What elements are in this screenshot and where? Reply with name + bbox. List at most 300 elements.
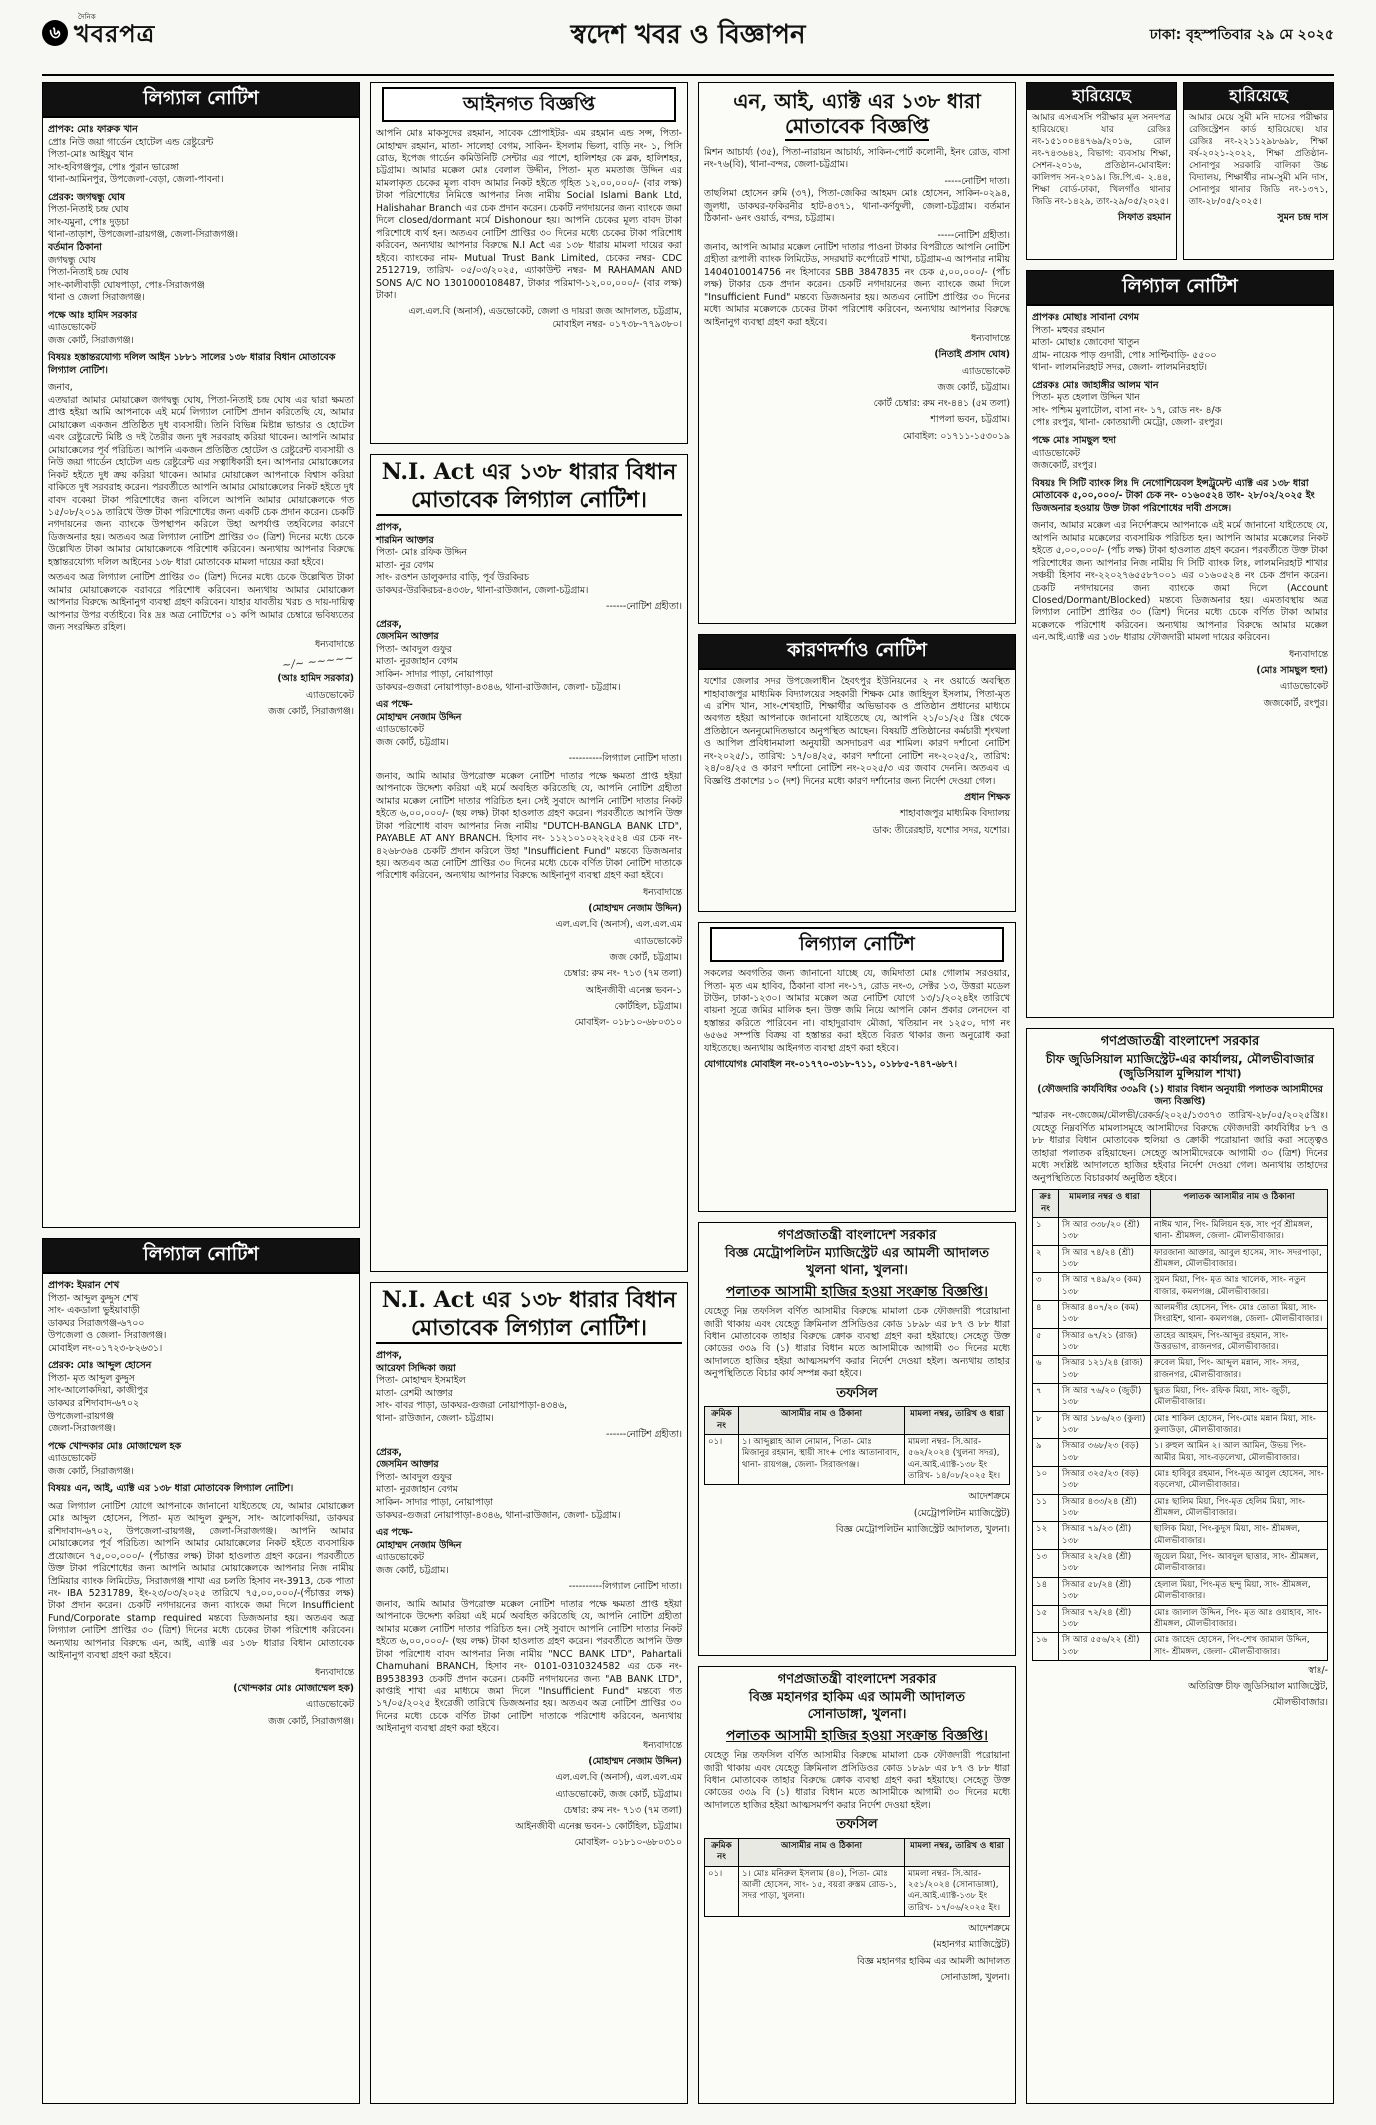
table-cell: ১ [1033, 1217, 1059, 1245]
case-table [704, 1406, 1010, 1485]
address-line: জজ কোর্ট, চট্টগ্রাম। [376, 1564, 449, 1576]
sender-tag: ----------লিগ্যাল নোটিশ দাতা। [568, 1581, 682, 1593]
address-line: জজ কোর্ট, সিরাজগঞ্জ। [48, 1465, 134, 1477]
address-line: জেলা-সিরাজগঞ্জ। [48, 1423, 116, 1435]
table-cell: ১৫ [1033, 1605, 1059, 1633]
signer-line: মৌলভীবাজার। [1272, 1697, 1328, 1709]
court-sub: (জুডিসিয়াল মুন্সিয়াল শাখা) [1118, 1066, 1242, 1080]
table-cell: সি আর ৭৪৯/২০ (কম) ১৩৮ [1059, 1273, 1151, 1301]
table-row [1033, 1577, 1328, 1605]
address-line: মাতা- মোছাঃ জোবেদা খাতুন [1032, 337, 1140, 349]
court-name: চীফ জুডিসিয়াল ম্যাজিস্ট্রেট-এর কার্যালয়, মৌলভীবাজার [1045, 1051, 1315, 1066]
salutation: জনাব, [48, 382, 73, 394]
table-cell: সিআর ৪৩৩/২৪ (শ্রী) ১৩৮ [1059, 1494, 1151, 1522]
address-line: গ্রাম- নায়েক পাড় গুদারী, পোঃ সাপ্টিবাড়ি- ৫৫০০ [1032, 349, 1217, 361]
signer-line: (মহানগর ম্যাজিস্ট্রেট) [932, 1939, 1010, 1951]
table-row [1033, 1439, 1328, 1467]
sender-label: প্রেরক: [48, 191, 75, 203]
address-line: প্রোঃ নিউ জয়া গার্ডেন হোটেল এন্ড রেষ্টুরেন্ট [48, 136, 214, 148]
table-row [1033, 1273, 1328, 1301]
behalf-name: পক্ষে আঃ হামিদ সরকার [48, 309, 137, 321]
table-cell: মোঃ হাবিবুর রহমান, পিং-মৃত আবুল হোসেন, সাং- বড়লেখা, মৌলভীবাজার। [1151, 1467, 1328, 1495]
behalf-label: এর পক্ষে- [376, 1527, 413, 1539]
address-line: বর্তমান ঠিকানা [48, 242, 102, 253]
headline: পলাতক আসামী হাজির হওয়া সংক্রান্ত বিজ্ঞপ্তি। [725, 1283, 989, 1300]
table-cell: সিআর ১২১/২৪ (রাজ) ১৩৮ [1059, 1356, 1151, 1384]
table-cell: সিআর ৭৯/২৩ (শ্রী) ১৩৮ [1059, 1522, 1151, 1550]
table-row [1033, 1300, 1328, 1328]
notice-body: যশোর জেলার সদর উপজেলাধীন হৈবৎপুর ইউনিয়নের ২ নং ওয়ার্ডে অবস্থিত শাহাবাজপুর মাধ্যমিক বিদ্যালয়ের সহকারী শিক্ষক মোঃ জাহিদুল ইসলাম, পিতা-মৃত এ রশিদ খান, সাং-শেখহাটি, শিক্ষার্থীর অভিভাবক ও প্রতিষ্ঠান প্রধানের মাধ্যমে অবগত হইয়া আপনাকে জানানো যাইতেছে যে, আপনি ২১/০১/২৫ খ্রিঃ থেকে প্রতিষ্ঠানে অননুমোদিতভাবে অনুপস্থিত আছেন। বিষয়টি প্রতিষ্ঠানের কর্মচারী শৃংখলা ও আপিল প্রবিধানমালা অনুযায়ী অসদাচরণ এর শামিল। কারণ দর্শানো নোটিশ নং-২০২৫/১, তারিখ: ১৭/০৪/২৫, কারণ দর্শানো নোটিশ নং-২০২৫/২, তারিখ: ২৪/০৪/২৫ ও কারণ দর্শানো নোটিশ নং-২০২৫/৩ এর জবাব দেননি। অতএব এ বিজ্ঞপ্তি প্রকাশের ১০ (দশ) দিনের মধ্যে কারণ দর্শানোর জন্য নির্দেশ দেওয়া গেল। [704, 676, 1010, 787]
table-cell: সিআর ২২/২৪ (শ্রী) ১৩৮ [1059, 1550, 1151, 1578]
recipient-block [48, 1280, 354, 1355]
signer-line: কোর্ট চেম্বার: রুম নং-৪৪১ (৫ম তলা) [873, 398, 1010, 410]
columns [42, 82, 1334, 2105]
lost-name: সিফাত রহমান [1117, 211, 1171, 223]
table-row [1033, 1550, 1328, 1578]
lost-notices [1026, 82, 1334, 260]
table-cell: ১। আব্দুল্লাহ আল নোমান, পিতা- মোঃ মিজানুর রহমান, স্থায়ী সাং+ পোঃ আতানাবাদ, থানা- রায়গঞ্জ, জেলা- সিরাজগঞ্জ। [739, 1435, 905, 1485]
signer-line: জজ কোর্ট, সিরাজগঞ্জ। [268, 1715, 354, 1727]
address-line: ডাকঘর-গুজরা নোয়াপাড়া-৪৩৪৬, থানা-রাউজান, জেলা- চট্টগ্রাম। [376, 1509, 621, 1521]
signer-line: জজকোর্ট, রংপুর। [1263, 697, 1328, 709]
table-cell: আলমগীর হোসেন, পিং- মোঃ তোতা মিয়া, সাং- সিংরাইশ, থানা- কমলগঞ্জ, জেলা- মৌলভীবাজার। [1151, 1300, 1328, 1328]
notice-body: এতদ্বারা আমার মোয়াক্কেল জগদ্বন্ধু ঘোষ, পিতা-নিতাই চন্দ্র ঘোষ এর দ্বারা ক্ষমতা প্রাপ্ত হইয়া আমি আপনাকে এই মর্মে লিগ্যাল নোটিশ প্রদান করিতেছি যে, আমার মোয়াক্কেল একজন প্রতিষ্ঠিত দুধ ব্যবসায়ী। তিনি বিভিন্ন মিষ্টান্ন ভান্ডার ও হোটেল এবং রেষ্টুরেন্টে মিষ্টি ও দই তৈরীর জন্য দুধ সরবরাহ করিয়া থাকেন। আপনি আমার মোয়াক্কেলের পূর্ব পরিচিত। আপনি একজন প্রতিষ্ঠিত হোটেল ও রেষ্টুরেন্ট ব্যবসায়ী ও নিউ জয়া গার্ডেন হোটেল এন্ড রেষ্টুরেন্ট এর সত্বাধিকারী হন। আপনার মোয়াক্কেলের নিকট হইতে দুধ ক্রয় করিয়া থাকেন। আমার মোয়াক্কেল আপনাকে বিশ্বাস করিয়া বাকিতে দুধ সরবরাহ করেন। পরবর্তীতে আপনি আমার মোয়াক্কেলের নিকট হইতে দুধ বাবদ বকেয়া টাকা পরিশোধের জন্য বলিলে আপনি আমার মোয়াক্কেলকে গত ১৫/০৮/২০১৯ তারিখে উক্ত টাকা পরিশোধের জন্য একটি চেক প্রদান করেন। চেকটি নগদায়নের জন্য ব্যাংকে উপস্থাপন করিলে উহা অপর্যাপ্ত তহবিলের কারণে ডিজঅনার হয়। অতএব অত্র লিগ্যাল নোটিশ প্রাপ্তির ৩০ (ত্রিশ) দিনের মধ্যে চেকে উল্লেখিত টাকা আমার মোয়াক্কেলকে পরিশোধ করিবেন। অন্যথায় আপনার বিরুদ্ধে হস্তান্তরযোগ্য দলিল আইনের ১৩৮ ধারা মোতাবেক মামলা দায়ের করা হইবে। [48, 394, 354, 568]
signer-line: মোবাইল: ০১৭১১-১৫৩০১৯ [902, 430, 1010, 442]
closing: ধন্যবাদান্তে [970, 332, 1010, 344]
address-line: পোঃ রংপুর, থানা- কোতয়ালী মেট্রো, জেলা- রংপুর। [1032, 417, 1223, 429]
recipient-text: মিশন আচার্য্য (৩৫), পিতা-নারায়ন আচার্য্য, সাকিন-পোর্ট কলোনী, ইনং রোড, বাসা নং-৭৬(বি), থানা-বন্দর, জেলা-চট্টগ্রাম। [704, 147, 1010, 171]
recipient-tag: ------নোটিশ গ্রহীতা। [606, 1429, 682, 1441]
notice-body: জনাব, আমি আমার উপরোক্ত মক্কেল নোটিশ দাতার পক্ষে ক্ষমতা প্রাপ্ত হইয়া আপনাকে উদ্দেশ্য করিয়া এই মর্মে অবহিত করিতেছি যে, আপনি নোটিশ গ্রহীতা আমার মক্কেল নোটিশ দাতার পরিচিত হন। সেই সুবাদে আপনি নোটিশ দাতার নিকট হইতে ৬,০০,০০০/- (ছয় লক্ষ) টাকা হাওলাত গ্রহণ করেন। পরবর্তীতে আপনি উক্ত টাকা পরিশোধ বাবদ আপনার নিজ নামীয় "DUTCH-BANGLA BANK LTD", PAYABLE AT ANY BRANCH. হিসাব নং- ১১২১০১০২২২৫২৪ এর চেক নং- ৪২৬৮৩৬৪ চেকটি প্রদান করিলে উহা "Insufficient Fund" মন্তব্যে ডিজঅনার হয়। অতএব অত্র নোটিশ প্রাপ্তির ৩০ দিনের মধ্যে চেকে বর্ণিত টাকা নোটিশ দাতাকে পরিশোধ করিবেন, অন্যথায় আপনার বিরুদ্ধে আইনানুগ ব্যবস্থা গ্রহণ করা হইবে। [376, 770, 682, 882]
table-cell: মোঃ জালাল উদ্দিন, পিং- মৃত আঃ ওয়াহাব, সাং- শ্রীমঙ্গল, মৌলভীবাজার। [1151, 1605, 1328, 1633]
behalf-block [376, 1527, 682, 1594]
table-cell: ১০ [1033, 1467, 1059, 1495]
address-line: থানা- রাউজান, জেলা- চট্টগ্রাম। [376, 1412, 494, 1424]
lost-notice-2 [1183, 82, 1334, 260]
column-4 [1026, 82, 1334, 2105]
lost-body: আমার মেয়ে সুমী মনি দাসের পরীক্ষার রেজিস্ট্রেশন কার্ড হারিয়েছে। যার রেজিঃ নং-২২১১২৯৮৬৯৮, শিক্ষা বর্ষ-২০২১-২০২২, শিক্ষা প্রতিষ্ঠান-সোনাপুর সরকারি বালিকা উচ্চ বিদ্যালয়, শিক্ষার্থীর নাম-সুমী মনি দাস, সোনাপুর থানার জিডি নং-১৩৭১, তাং-২৮/০৫/২০২৫। [1189, 113, 1328, 207]
ni-act-announcement [698, 82, 1016, 624]
sender-block [48, 192, 354, 305]
table-cell: ৪ [1033, 1300, 1059, 1328]
sender-name: জগদ্বন্ধু ঘোষ [77, 191, 125, 203]
signer-line: ডাক: তীরেরহাট, যশোর সদর, যশোর। [872, 824, 1010, 836]
address-line: মাতা- রেশমী আক্তার [376, 1387, 453, 1399]
sender-name: মোঃ জাহাঙ্গীর আলম খান [1062, 379, 1159, 391]
table-cell: ৫ [1033, 1328, 1059, 1356]
lost-body: আমার এসএসসি পরীক্ষার মূল সনদপত্র হারিয়েছে। যার রেজিঃ নং-১৫১০০৪৪৭৬৯/২০১৬, রোল নং-৭৪৩৬৪২, বিভাগ: ব্যবসায় শিক্ষা, সেশন-২০১৬, প্রতিষ্ঠান-মোবাইল: কালিপদ সন-২০১৯। জি.পি.এ- ২.৪৪, শিক্ষা বোর্ড-ঢাকা, খিলগাঁও থানার জিডি নং-১৪২৯, তাং-২৯/০৫/২০২৫। [1032, 113, 1171, 207]
address-line: থানা-আমিনপুর, উপজেলা-বেড়া, জেলা-পাবনা। [48, 174, 224, 186]
notice-body: সকলের অবগতির জন্য জানানো যাচ্ছে যে, জমিদাতা মোঃ গোলাম সরওয়ার, পিতা- মৃত এম হাবিব, ঠিকানা বাসা নং-১৭, রোড নং-৩, সেক্টর ১৩, উত্তরা মডেল টাউন, ঢাকা-১২৩০। আমার মক্কেল অত্র নোটিশ যোগে ১৩/১/২০২৪ইং তারিখে বায়না সূত্রে জমির মালিক হন। উক্ত জমি নিয়ে আপনি কোন প্রকার লেনদেন বা হস্তান্তর করিতে পারিবেন না। বাহাদুরাবাদ মৌজা, খতিয়ান নং ১২৫০, দাগ নং ৬৫৬৫ সম্পত্তি বিক্রয় বা হস্তান্তর করা হইতে বিরত থাকার জন্য অনুরোধ করা যাইতেছে। অন্যথায় আইনগত ব্যবস্থা গ্রহণ করা হইবে। [704, 968, 1010, 1054]
behalf-label: এর পক্ষে- [376, 699, 413, 711]
signer-line: এ্যাডভোকেট [962, 365, 1010, 377]
signer-line: জজ কোর্ট, চট্টগ্রাম। [937, 381, 1010, 393]
behalf-block [1032, 435, 1328, 473]
section-title: স্বদেশ খবর ও বিজ্ঞাপন [570, 20, 806, 50]
address-line: জেসমিন আক্তার [376, 631, 439, 643]
court-place: খুলনা থানা, খুলনা। [806, 1263, 908, 1279]
court-notice-moulvibazar [1026, 1028, 1334, 2104]
closing: ধন্যবাদান্তে [314, 638, 354, 650]
address-line: সাং- পশ্চিম মুলাটোল, বাসা নং- ১৭, রোড নং- ৪/ক [1032, 404, 1222, 416]
address-line: সাং- রওশন ডালুকদার বাড়ি, পূর্ব উরকিরচ [376, 572, 529, 584]
address-line: সাকিন- সাদার পাড়া, নোয়াপাড়া [376, 669, 494, 681]
address-line: উপজেলা ও জেলা- সিরাজগঞ্জ। [48, 1330, 167, 1342]
col-header: ক্রমিক নং [705, 1407, 739, 1435]
signer-line: এ্যাডভোকেট, জজ কোর্ট, চট্টগ্রাম। [555, 1788, 682, 1800]
recipient-name: মোঃ ফারুক খান [77, 124, 138, 136]
signer-line: চেম্বার: রুম নং- ৭১৩ (৭ম তলা) [563, 1804, 682, 1816]
legal-notice-1 [42, 82, 360, 1228]
table-cell: ছালিক মিয়া, পিং-কুদুস মিয়া, সাং- শ্রীমঙ্গল, মৌলভীবাজার। [1151, 1522, 1328, 1550]
signer-line: মোবাইল- ০১৮১০-৬৮০৩১০ [574, 1017, 682, 1029]
address-line: সাং-হবিগঞ্জপুর, পোঃ পুরান ভারেঙ্গা [48, 161, 179, 173]
case-table [704, 1838, 1010, 1917]
address-line: মাতা- নুরজাহান বেগম [376, 656, 458, 668]
table-cell: ১২ [1033, 1522, 1059, 1550]
table-row [1033, 1633, 1328, 1661]
table-cell: ৮ [1033, 1411, 1059, 1439]
address-line: মাতা- নুর বেগম [376, 559, 434, 571]
address-line: এ্যাডভোকেট [376, 724, 424, 736]
table-cell: নাঈম খান, পিং- মিলিয়ন হক, সাং পূর্ব শ্রীমঙ্গল, থানা- শ্রীমঙ্গল, জেলা- মৌলভীবাজার। [1151, 1217, 1328, 1245]
address-line: ডাকঘর-উরকিরচর-৪৩৩৮, থানা-রাউজান, জেলা-চট্টগ্রাম। [376, 584, 589, 596]
table-cell: মোঃ জাহেদ হোসেন, পিং-শেখ জামাল উদ্দিন, সাং- শ্রীমঙ্গল, জেলা- মৌলভীবাজার। [1151, 1633, 1328, 1661]
recipient-label: প্রাপক: [48, 124, 75, 136]
legal-notice-2 [42, 1238, 360, 2104]
sender-name: মোঃ আব্দুল হোসেন [77, 1360, 152, 1372]
signer-line: চেম্বার: রুম নং- ৭১৩ (৭ম তলা) [563, 968, 682, 980]
table-cell: মামলা নম্বর- সি.আর- ২৫১/২০২৪ (সোনাডাঙ্গা), এন.আই.এ্যাক্ট-১৩৮ ইং তারিখ- ১৭/০৬/২০২৫ ইং। [905, 1866, 1010, 1916]
notice-title: লিগ্যাল নোটিশ [1027, 271, 1333, 306]
case-table [1032, 1189, 1328, 1661]
signer-line: এ্যাডভোকেট [306, 689, 354, 701]
col-header: ক্রঃ নং [1033, 1190, 1059, 1218]
table-row [1033, 1217, 1328, 1245]
gov-title: গণপ্রজাতন্ত্রী বাংলাদেশ সরকার [777, 1228, 937, 1243]
address-line: মোবাইল নং-০১৭২৩-৮২৬৩১। [48, 1342, 163, 1354]
behalf-name: পক্ষে খোন্দকার মোঃ মোজাম্মেল হক [48, 1440, 182, 1452]
table-cell: ১১ [1033, 1494, 1059, 1522]
sender-block [376, 619, 682, 694]
signer-line: বিজ্ঞ মেট্রোপলিটন ম্যাজিস্ট্রেট আদালত, খুলনা। [835, 1523, 1010, 1535]
table-cell: সি আর ৩৩৮/২০ (শ্রী) ১৩৮ [1059, 1217, 1151, 1245]
lost-notice-1 [1026, 82, 1177, 260]
sender-block [376, 1447, 682, 1522]
table-cell: সুমন মিয়া, পিং- মৃত আঃ খালেক, সাং- নতুন বাজার, কমলগঞ্জ, মৌলভীবাজার। [1151, 1273, 1328, 1301]
notice-title: N.I. Act এর ১৩৮ ধারার বিধান মোতাবেক লিগ্যাল নোটিশ। [376, 1287, 682, 1344]
table-header-row [705, 1838, 1010, 1866]
signer-line: এল.এল.বি (অনার্স), এডভোকেট, জেলা ও দায়রা জজ আদালত, চট্টগ্রাম, মোবাইল নম্বর- ০১৭৩৮-৭৭৯৩৮০। [408, 306, 682, 330]
table-row [1033, 1605, 1328, 1633]
table-cell: ৯ [1033, 1439, 1059, 1467]
sender-label: প্রেরক, [376, 618, 402, 630]
notice-title: কারণদর্শাও নোটিশ [699, 635, 1015, 670]
signer-line: প্রধান শিক্ষক [964, 792, 1010, 804]
table-row [1033, 1467, 1328, 1495]
signer-line: শাপলা ভবন, চট্টগ্রাম। [930, 414, 1010, 426]
address-line: জজ কোর্ট, চট্টগ্রাম। [376, 736, 449, 748]
masthead [42, 14, 1334, 76]
address-line: পিতা-মোঃ আইয়ুব খান [48, 149, 134, 161]
col-header: আসামীর নাম ও ঠিকানা [739, 1407, 905, 1435]
address-line: থানা- লালমনিরহাট সদর, জেলা- লালমনিরহাট। [1032, 362, 1207, 374]
notice-body: জনাব, আমি আমার উপরোক্ত মক্কেল নোটিশ দাতার পক্ষে ক্ষমতা প্রাপ্ত হইয়া আপনাকে উদ্দেশ্য করিয়া এই মর্মে অবহিত করিতেছি যে, আপনি নোটিশ গ্রহীতা আমার মক্কেল নোটিশ দাতার পরিচিত হন। সেই সুবাদে আপনি নোটিশ দাতার নিকট হইতে ৬,০০,০০০/- (ছয় লক্ষ) টাকা হাওলাত গ্রহণ করেন। পরবর্তীতে আপনি উক্ত টাকা পরিশোধ বাবদ আপনার নিজ নামীয় "NCC BANK LTD", Pahartali Chamuhani BRANCH, হিসাব নং- 0101-0310324582 এর চেক নং- B9538393 চেকটি প্রদান করেন। চেকটি নগদায়নের জন্য "AB BANK LTD", কাপ্তাই শাখা এর মাধ্যমে জমা দিলে "Insufficient Fund" মন্তব্যে গত ১৭/০৫/২০২৫ ইংরেজী তারিখে ডিজঅনার হয়। অতএব অত্র নোটিশ প্রাপ্তির ৩০ দিনের মধ্যে চেকে বর্ণিত টাকা নোটিশ দাতাকে পরিশোধ করিবেন, অন্যথায় আইনানুগ ব্যবস্থা গ্রহণ করা হইবে। [376, 1598, 682, 1735]
col-header: মামলার নম্বর ও ধারা [1059, 1190, 1151, 1218]
table-cell: সি আর ৭৬/২০ (জুড়ী) ১৩৮ [1059, 1384, 1151, 1412]
headline: (ফৌজদারি কার্যবিধির ৩৩৯বি (১) ধারার বিধান অনুযায়ী পলাতক আসামীদের জন্য বিজ্ঞপ্তি) [1037, 1083, 1323, 1108]
signer-name: (মোহাম্মদ নেজাম উদ্দিন) [588, 903, 682, 915]
recipient-label: প্রাপকঃ [1032, 312, 1060, 324]
closing: ধন্যবাদান্তে [314, 1666, 354, 1678]
address-line: সাং- বাবর পাড়া, ডাকঘর-গুজরা নোয়াপাড়া-৪৩৪৬, [376, 1400, 568, 1412]
legal-announcement [370, 82, 688, 444]
notice-title: লিগ্যাল নোটিশ [710, 927, 1004, 962]
lost-name: সুমন চন্দ্র দাস [1277, 211, 1328, 223]
ni-act-notice-1 [370, 454, 688, 1272]
behalf-name: পক্ষে মোঃ সামছুল হুদা [1032, 435, 1116, 446]
signer-line: এল.এল.বি (অনার্স), এল.এল.এম [555, 1772, 682, 1784]
sender-label: প্রেরকঃ [1032, 379, 1060, 391]
address-line: পিতা- মৃত আব্দুল কুদ্দুস [48, 1372, 135, 1384]
table-cell: ০১। [705, 1866, 739, 1916]
table-cell: সিআর ৪০৭/২০ (কম) ১৩৮ [1059, 1300, 1151, 1328]
table-cell: জুয়েল মিয়া, পিং- আবদুল ছাত্তার, সাং- শ্রীমঙ্গল, মৌলভীবাজার। [1151, 1550, 1328, 1578]
notice-title: এন, আই, এ্যাক্ট এর ১৩৮ ধারা মোতাবেক বিজ্ঞপ্তি [704, 89, 1010, 141]
second-party-tag: -----নোটিশ গ্রহীতা। [937, 229, 1010, 241]
signer-name: (খোন্দকার মোঃ মোজাম্মেল হক) [233, 1682, 354, 1694]
signer-line: জজ কোর্ট, চট্টগ্রাম। [609, 951, 682, 963]
table-row [705, 1866, 1010, 1916]
recipient-block [48, 124, 354, 187]
table-header-row [1033, 1190, 1328, 1218]
notice-body: যেহেতু নিম্ন তফসিল বর্ণিত আসামীর বিরুদ্ধে মামালা চেক ফৌজদারী পরোয়ানা জারী থাকায় এবং যেহেতু ক্রিমিনাল প্রসিডিওর কোড ১৮৯৮ এর ৮৭ ও ৮৮ ধারা বিধান মোতাবেক তাহার বিরুদ্ধে ক্রোক ব্যবস্থা গ্রহণ করা হইয়াছে। সেহেতু উক্ত কোডের ৩৩৯ বি (১) ধারার বিধান মতে আসামীকে আগামী ৩০ দিনের মধ্যে আদালতে হাজির হইয়া আত্মসমর্পণ করার নির্দেশ দেওয়া হইল। [704, 1750, 1010, 1811]
notice-subject: বিষয়ঃ এন, আই, এ্যাক্ট এর ১৩৮ ধারা মোতাবেক লিগ্যাল নোটিশ। [48, 1483, 294, 1495]
table-cell: মোঃ ছালিম মিয়া, পিং-মৃত হেলিম মিয়া, সাং- শ্রীমঙ্গল, মৌলভীবাজার। [1151, 1494, 1328, 1522]
table-title: তফসিল [836, 1817, 878, 1833]
table-cell: তাহের আহমদ, পিং-আব্দুর রহমান, সাং- উত্তরভাগ, রাজনগর, মৌলভীবাজার। [1151, 1328, 1328, 1356]
table-row [1033, 1356, 1328, 1384]
table-row [705, 1435, 1010, 1485]
signer-name: (মোহাম্মদ নেজাম উদ্দিন) [588, 1756, 682, 1768]
table-cell: হেলাল মিয়া, পিং-মৃত ছন্দু মিয়া, সাং- শ্রীমঙ্গল, মৌলভীবাজার। [1151, 1577, 1328, 1605]
address-line: থানা-তাড়াশ, উপজেলা-রায়গঞ্জ, জেলা-সিরাজগঞ্জ। [48, 229, 238, 241]
signer-line: (মেট্রোপলিটন ম্যাজিস্ট্রেট) [913, 1507, 1010, 1519]
col-header: ক্রমিক নং [705, 1838, 739, 1866]
address-line: মোহাম্মদ নেজাম উদ্দিন [376, 1539, 462, 1551]
address-line: উপজেলা-রায়গঞ্জ [48, 1410, 114, 1422]
signer-line: সোনাডাঙ্গা, খুলনা। [940, 1971, 1010, 1983]
notice-body: জনাব, আমার মক্কেল এর নির্দেশক্রমে আপনাকে এই মর্মে জানানো যাইতেছে যে, আপনি আমার মক্কেলের ব্যবসায়িক পরিচিত হন। আপনি আমার মক্কেলের নিকট হইতে ৫,০০,০০০/- (পাঁচ লক্ষ) টাকা হাওলাত গ্রহণ করেন। পরবর্তীতে উক্ত টাকা পরিশোধের জন্য আপনার নিজ নামীয় দি সিটি ব্যাংক লিঃ, লালমনিরহাট শাখার সঞ্চয়ী হিসাব নং-২২০২৭৬৫৫৮৭০০১ এর ০১৬০৫২৪ নং চেক প্রদান করেন। চেকটি নগদায়নের জন্য ব্যাংকে জমা দিলে (Account Closed/Dormant/Blocked) মন্তব্যে ডিজঅনার হয়। এমতাবস্থায় অত্র লিগ্যাল নোটিশ প্রাপ্তির ৩০ (ত্রিশ) দিনের মধ্যে চেকে বর্ণিত টাকা আমার মক্কেলকে পরিশোধ করিবেন। অন্যথায় আপনার বিরুদ্ধে আমার মক্কেল এন.আই.এ্যাক্ট এর ১৩৮ ধারায় ফৌজদারী মামলা দায়ের করিবেন। [1032, 520, 1328, 644]
col-header: পলাতক আসামীর নাম ও ঠিকানা [1151, 1190, 1328, 1218]
address-line: ডাকঘর রশিদাবাদ-৬৭০২ [48, 1398, 139, 1409]
notice-body: যেহেতু নিম্ন তফসিল বর্ণিত আসামীর বিরুদ্ধে মামালা চেক ফৌজদারী পরোয়ানা জারী থাকায় এবং যেহেতু ক্রিমিনাল প্রসিডিওর কোড ১৮৯৮ এর ৮৭ ও ৮৮ ধারা বিধান মোতাবেক তাহার বিরুদ্ধে ক্রোক ব্যবস্থা গ্রহণ করা হইয়াছে। সেহেতু উক্ত কোডের ৩৩৯ বি (১) ধারার বিধান মতে আসামীকে আগামী ৩০ দিনের মধ্যে আদালতে হাজির হইয়া আত্মসমর্পণ করার নির্দেশ দেওয়া হইল। অন্যথায় তাহার অনুপস্থিতিতে বিচার কার্য সম্পন্ন করা হইবে। [704, 1306, 1010, 1380]
address-line: পিতা- আবদুল গুফুর [376, 643, 452, 655]
table-cell: ১। রুহুল আমিন ২। আল আমিন, উভয় পিং-আমীর মিয়া, সাং-বড়লেখা, মৌলভীবাজার। [1151, 1439, 1328, 1467]
page-number: ৬ [42, 20, 68, 46]
gov-title: গণপ্রজাতন্ত্রী বাংলাদেশ সরকার [777, 1672, 937, 1687]
signer-name: (মোঃ সামছুল হুদা) [1256, 665, 1328, 677]
table-cell: সি আর ১৮৬/২৩ (কুলা) ১৩৮ [1059, 1411, 1151, 1439]
signer-line: আদেশক্রমে [968, 1491, 1010, 1503]
headline: পলাতক আসামী হাজির হওয়া সংক্রান্ত বিজ্ঞপ্তি। [725, 1727, 989, 1744]
legal-notice-rangpur [1026, 270, 1334, 1018]
address-line: সাং-কালীবাড়ী ঘোষপাড়া, পোঃ-সিরাজগঞ্জ [48, 279, 205, 291]
table-cell: মামলা নম্বর- সি.আর- ৫৬২/২০২৪ (খুলনা সদর), এন.আই.এ্যাক্ট-১৩৮ ইং তারিখ- ১৪/০৮/২০২৫ ইং। [905, 1435, 1010, 1485]
table-cell: সিআর ৩২৫/২৩ (বড়) ১৩৮ [1059, 1467, 1151, 1495]
table-cell: ছুরত মিয়া, পিং- রফিক মিয়া, সাং- জুড়ী, মৌলভীবাজার। [1151, 1384, 1328, 1412]
court-place: সোনাডাঙ্গা, খুলনা। [807, 1707, 907, 1723]
table-cell: ২ [1033, 1245, 1059, 1273]
table-cell: সিআর ৭২/২৪ (শ্রী) ১৩৮ [1059, 1605, 1151, 1633]
address-line: মাতা- নুরজাহান বেগম [376, 1484, 458, 1496]
court-name: বিজ্ঞ মেট্রোপলিটন ম্যাজিস্ট্রেট এর আমলী আদালত [724, 1245, 990, 1261]
signer-line: অতিরিক্ত চীফ জুডিসিয়াল ম্যাজিস্ট্রেট, [1188, 1681, 1328, 1693]
table-cell: ৩ [1033, 1273, 1059, 1301]
address-line: জেসমিন আক্তার [376, 1459, 439, 1471]
table-row [1033, 1522, 1328, 1550]
signature-mark: ~/~ ~~~~~ [281, 651, 355, 672]
table-cell: সিআর ৬৭/২১ (রাজ) ১৩৮ [1059, 1328, 1151, 1356]
address-line: এ্যাডভোকেট [48, 1453, 96, 1465]
recipient-tag: -----নোটিশ দাতা। [944, 175, 1010, 187]
table-header-row [705, 1407, 1010, 1435]
address-line: পিতা- মোঃ রফিক উদ্দিন [376, 547, 467, 559]
table-title: তফসিল [836, 1385, 878, 1401]
table-cell: ০১। [705, 1435, 739, 1485]
notice-title: আইনগত বিজ্ঞপ্তি [382, 87, 676, 122]
address-line: পিতা- মহুবর রহমান [1032, 324, 1105, 336]
address-line: শারমিন আক্তার [376, 534, 434, 546]
legal-notice-3 [698, 922, 1016, 1212]
signer-line: জজ কোর্ট, সিরাজগঞ্জ। [268, 705, 354, 717]
signer-line: এ্যাডভোকেট [634, 935, 682, 947]
address-line: সাং-আলোকদিয়া, কাজীপুর [48, 1385, 149, 1397]
ni-act-notice-2 [370, 1282, 688, 2104]
address-line: এ্যাডভোকেট [1032, 447, 1080, 459]
address-line: পিতা- আবদুল গুফুর [376, 1471, 452, 1483]
address-line: পিতা- মোহাম্মদ ইসমাইল [376, 1375, 466, 1387]
court-notice-sonadanga [698, 1666, 1016, 2104]
address-line: মোহাম্মদ নেজাম উদ্দিন [376, 711, 462, 723]
address-line: পিতা- আব্দুল কুদ্দুস শেখ [48, 1292, 139, 1304]
table-cell: ১৩ [1033, 1550, 1059, 1578]
col-header: মামলা নম্বর, তারিখ ও ধারা [905, 1407, 1010, 1435]
sender-block [48, 1360, 354, 1435]
signer-line: এ্যাডভোকেট [1280, 681, 1328, 693]
address-line: সাং- একডালা ভুইয়াবাড়ী [48, 1305, 140, 1317]
recipient-tag: ------নোটিশ গ্রহীতা। [606, 601, 682, 613]
table-cell: রুবেল মিয়া, পিং- আব্দুল মন্নান, সাং- সদর, রাজনগর, মৌলভীবাজার। [1151, 1356, 1328, 1384]
col-header: মামলা নম্বর, তারিখ ও ধারা [905, 1838, 1010, 1866]
contact-line: যোগাযোগঃ মোবাইল নং-০১৭৭০-৩১৮-৭১১, ০১৮৮৫-৭৪৭-৬৮৭। [704, 1059, 957, 1071]
address-line: জজ কোর্ট, সিরাজগঞ্জ। [48, 334, 134, 346]
address-line: ডাকঘর-গুজরা নোয়াপাড়া-৪৩৪৬, থানা-রাউজান, জেলা- চট্টগ্রাম। [376, 681, 621, 693]
table-row [1033, 1411, 1328, 1439]
sender-block [1032, 380, 1328, 430]
table-cell: ৭ [1033, 1384, 1059, 1412]
signer-line: মোবাইল- ০১৮১০-৬৮০৩১০ [574, 1837, 682, 1849]
dateline: ঢাকা: বৃহস্পতিবার ২৯ মে ২০২৫ [1149, 27, 1334, 43]
table-cell: সি আর ৭৪/২৪ (শ্রী) ১৩৮ [1059, 1245, 1151, 1273]
logo-small: দৈনিক [78, 13, 96, 21]
signer-line: বিজ্ঞ মহানগর হাকিম এর আমলী আদালত [856, 1955, 1010, 1967]
address-line: সাকিন- সাদার পাড়া, নোয়াপাড়া [376, 1497, 494, 1509]
lost-title: হারিয়েছে [1027, 83, 1176, 110]
table-row [1033, 1245, 1328, 1273]
gov-title: গণপ্রজাতন্ত্রী বাংলাদেশ সরকার [1100, 1034, 1260, 1049]
signer-line: স্বাঃ/- [1308, 1664, 1328, 1676]
address-line: পিতা- মৃত হেলাল উদ্দিন খান [1032, 392, 1140, 404]
notice-body: আপনি মোঃ মাকসুদের রহমান, সাবেক প্রোপাইটর- এম রহমান এন্ড সন্স, পিতা-মোহাম্মদ রহমান, মাতা- সালেহা বেগম, সাকিন- ইসলাম ভিলা, বাড়ি নং- ১, পিসি রোড, ইপেজ গার্ডেন কমিউনিটি সেন্টার এর পাশে, হালিশহর কে ব্লক, হালিশহর, চট্টগ্রাম। আমার মক্কেল মোঃ বেলাল উদ্দীন, পিতা- মৃত মমতাজ উদ্দিন এর মামলাকৃত চেকের মূল্য বাবদ আমার নিকট হইতে গৃহিত ১২,০০,০০০/- (বার লক্ষ) টাকা পরিশোধের নিমিত্তে আপনার নিজ নামীয় Social Islami Bank Ltd, Halishahar Branch এর চেক প্রদান করেন। চেকটি নগদায়নের জন্য ব্যাংকে জমা দিলে closed/dormant মর্মে Dishonour হয়। আপনি চেকের মূল্য বাবদ টাকা পরিশোধে ব্যর্থ হন। অতএব নোটিশ প্রাপ্তির ৩০ দিনের মধ্যে চেকের টাকা পরিশোধ করিবেন, অন্যথায় আপনার বিরুদ্ধে N.I Act এর ১৩৮ ধারায় মামলা দায়ের করা হইবে। ব্যাংকের নাম- Mutual Trust Bank Limited, চেকের নম্বর- CDC 2512719, তারিখ- ০৫/০৩/২০২৫, এ্যাকাউন্ট নম্বর- M RAHAMAN AND SONS A/C NO 1301000108487, টাকার পরিমাণ-১২,০০,০০০/- (বার লক্ষ) টাকা। [376, 128, 682, 301]
notice-title: N.I. Act এর ১৩৮ ধারার বিধান মোতাবেক লিগ্যাল নোটিশ। [376, 459, 682, 516]
court-name: বিজ্ঞ মহানগর হাকিম এর আমলী আদালত [749, 1689, 965, 1705]
behalf-block [376, 699, 682, 766]
address-line: পিতা-নিতাই চন্দ্র ঘোষ [48, 267, 129, 279]
address-line: সাং-যমুনা, পোঃ দুড়চা [48, 216, 129, 228]
behalf-block [48, 1441, 354, 1479]
notice-body-2: অতএব অত্র লিগ্যাল নোটিশ প্রাপ্তির ৩০ (ত্রিশ) দিনের মধ্যে চেকে উল্লেখিত টাকা আমার মোয়াক্কেলকে বরাবরে পরিশোধ করিবেন। অন্যথায় আমার মোয়াক্কেল আপনার বিরুদ্ধে আইনানুগ ব্যবস্থা গ্রহণ করিবেন। যাহার যাবতীয় খরচ ও দায়-দায়িত্ব আপনার উপর বর্তাইবে। বিঃ দ্রঃ অত্র নোটিশের ০১ কপি আমার চেম্বারে ভবিষ্যতের জন্য সংরক্ষিত রহিল। [48, 572, 354, 634]
address-line: এ্যাডভোকেট [376, 1552, 424, 1564]
address-line: আরেফা সিদ্দিকা জয়া [376, 1362, 456, 1374]
address-line: থানা ও জেলা সিরাজগঞ্জ। [48, 292, 145, 304]
column-1 [42, 82, 360, 2105]
notice-subject: বিষয়ঃ দি সিটি ব্যাংক লিঃ দি নেগোশিয়েবল ইন্সট্রুমেন্ট এ্যাক্ট এর ১৩৮ ধারা মোতাবেক ৫,০০,০০০/- টাকা চেক নং- ০১৬০৫২৪ তাং- ২৮/০২/২০২৫ ইং ডিজঅনার হওয়ায় উক্ত টাকা পরিশোধের দাবী প্রসঙ্গে। [1032, 477, 1315, 514]
closing: ধন্যবাদান্তে [642, 1739, 682, 1751]
sender-label: প্রেরক: [48, 1360, 75, 1372]
signer-line: আইনজীবী এনেক্স ভবন-১ [585, 984, 682, 996]
table-row [1033, 1494, 1328, 1522]
closing: ধন্যবাদান্তে [1288, 648, 1328, 660]
column-2 [370, 82, 688, 2105]
notice-title: লিগ্যাল নোটিশ [43, 1239, 359, 1274]
table-cell: সিআর ৫৮/২৪ (শ্রী) ১৩৮ [1059, 1577, 1151, 1605]
recipient-name: মোছাঃ সাবানা বেগম [1062, 312, 1139, 324]
signer-name: (আঃ হামিদ সরকার) [277, 673, 354, 685]
table-row [1033, 1328, 1328, 1356]
recipient-block [376, 522, 682, 614]
sender-tag: ----------লিগ্যাল নোটিশ দাতা। [568, 753, 682, 765]
table-cell: ৬ [1033, 1356, 1059, 1384]
address-line: পিতা-নিতাই চন্দ্র ঘোষ [48, 204, 129, 216]
recipient-block [1032, 312, 1328, 375]
signer-line: শাহাবাজপুর মাধ্যমিক বিদ্যালয় [900, 808, 1010, 820]
recipient-label: প্রাপক, [376, 522, 402, 533]
table-cell: সি আর ৫৫৬/২২ (শ্রী) ১৩৮ [1059, 1633, 1151, 1661]
notice-body: জনাব, আপনি আমার মক্কেল নোটিশ দাতার পাওনা টাকার বিপরীতে আপনি নোটিশ গ্রহীতা রূপালী ব্যাংক লিমিটেড, সদরঘাট কর্পোরেট শাখা, চট্টগ্রাম-এ আপনার নামীয় 1404010014756 নং হিসাবের SBB 3847835 নং চেক ৫,০০,০০০/- (পাঁচ লক্ষ) টাকার চেক প্রদান করেন। চেকটি নগদায়নের জন্য ব্যাংকে জমা দিলে "Insufficient Fund" মন্তব্যে ডিজঅনার হয়। অতএব নোটিশ প্রাপ্তির ৩০ দিনের মধ্যে আমার মক্কেলকে চেকের টাকা পরিশোধ করিবেন, অন্যথায় আপনার বিরুদ্ধে আইনানুগ ব্যবস্থা গ্রহণ করা হইবে। [704, 241, 1010, 328]
signer-line: এল.এল.বি (অনার্স), এল.এল.এম [555, 919, 682, 931]
recipient-name: ইমরান শেখ [77, 1280, 120, 1292]
address-line: জজকোর্ট, রংপুর। [1032, 460, 1097, 472]
second-party-text: তাছলিমা হোসেন রুমি (৩৭), পিতা-জেকির আহমদ মোঃ হোসেন, সাকিন-০২৯৪, জুলধা, ডাকঘর-ফকিরনীর হাট-৪৩৭১, থানা-কর্ণফুলী, জেলা-চট্টগ্রাম। বর্তমান ঠিকানা- ৬নং ওয়ার্ড, বন্দর, চট্টগ্রাম। [704, 188, 1010, 225]
table-cell: ১৬ [1033, 1633, 1059, 1661]
signer-line: কোর্টহিল, চট্টগ্রাম। [614, 1000, 682, 1012]
notice-body: অত্র লিগ্যাল নোটিশ যোগে আপনাকে জানানো যাইতেছে যে, আমার মোয়াক্কেল মোঃ আব্দুল হোসেন, পিতা- মৃত আব্দুল কুদ্দুস, সাং- আলোকদিয়া, ডাকঘর রশিদাবাদ-৬৭০২, উপজেলা-রায়গঞ্জ, জেলা-সিরাজগঞ্জ। আপনি আমার মোয়াক্কেলের পূর্ব পরিচিত। আপনি আমার মোয়াক্কেলের নিকট হইতে ব্যবসায়িক প্রয়োজনে ৭৫,০০,০০০/- (পঁচাত্তর লক্ষ) টাকা হাওলাত গ্রহণ করেন। পরবর্তীতে উক্ত টাকা পরিশোধের জন্য আপনি আমার মোয়াক্কেলকে আপনার নিজ নামীয় প্রিমিয়ার ব্যাংক লিমিটেড, সিরাজগঞ্জ শাখা এর চলতি হিসাব নং-3913, চেক পাতা নং- IBA 5231789, ইং-২৩/০৩/২০২৫ তারিখে ৭৫,০০,০০০/-(পঁচাত্তর লক্ষ) টাকা প্রদান করেন। চেকটি নগদায়নের জন্য ব্যাংকে জমা দিলে Insufficient Fund/Corporate stamp required মন্তব্যে ডিজঅনার হয়। অতএব অত্র লিগ্যাল নোটিশ প্রাপ্তির ৩০ (ত্রিশ) দিনের মধ্যে চেকের টাকা পরিশোধ করিবেন। অন্যথায় আপনার বিরুদ্ধে এন, আই, এ্যাক্ট এর ১৩৮ ধারার বিধান মোতাবেক আইনানুগ ব্যবস্থা গ্রহণ করা হইবে। [48, 1500, 354, 1662]
notice-body: স্মারক নং-জেজেম/মৌলভী/রেকর্ড/২০২৫/১৩৩৭৩ তারিখ-২৮/০৫/২০২৫খ্রিঃ। যেহেতু নিম্নবর্ণিত মামলাসমূহে আসামীদের বিরুদ্ধে ফৌজদারী কার্যবিধির ৮৭ ও ৮৮ ধারার বিধান মোতাবেক হুলিয়া ও ক্রোকী পরোয়ানা জারি করা সত্ত্বেও তাহারা পলাতক রহিয়াছেন। সেহেতু আসামীদেরকে আগামী ৩০ (ত্রিশ) দিনের মধ্যে সংশ্লিষ্ট আদালতে হাজির হইবার নির্দেশ দেওয়া গেল। অন্যথায় তাহাদের অনুপস্থিতিতে বিচারকার্য অনুষ্ঠিত হইবে। [1032, 1110, 1328, 1184]
closing: ধন্যবাদান্তে [642, 886, 682, 898]
show-cause-notice [698, 634, 1016, 912]
notice-title: লিগ্যাল নোটিশ [43, 83, 359, 118]
behalf-block [48, 310, 354, 348]
address-line: জগদ্বন্ধু ঘোষ [48, 254, 96, 266]
table-cell: ফারজানা আক্তার, আবুল হাসেম, সাং- সদরপাড়া, শ্রীমঙ্গল, মৌলভীবাজার। [1151, 1245, 1328, 1273]
table-cell: ১। মোঃ মনিরুল ইসলাম (৪০), পিতা- মোঃ আলী হোসেন, সাং- ১৫, বয়রা রুস্তম রোড-১, সদর পাড়া, খুলনা। [739, 1866, 905, 1916]
sender-label: প্রেরক, [376, 1446, 402, 1458]
signer-name: (নিতাই প্রসাদ ঘোষ) [934, 349, 1010, 361]
table-cell: ১৪ [1033, 1577, 1059, 1605]
recipient-label: প্রাপক, [376, 1350, 402, 1361]
lost-title: হারিয়েছে [1184, 83, 1333, 110]
